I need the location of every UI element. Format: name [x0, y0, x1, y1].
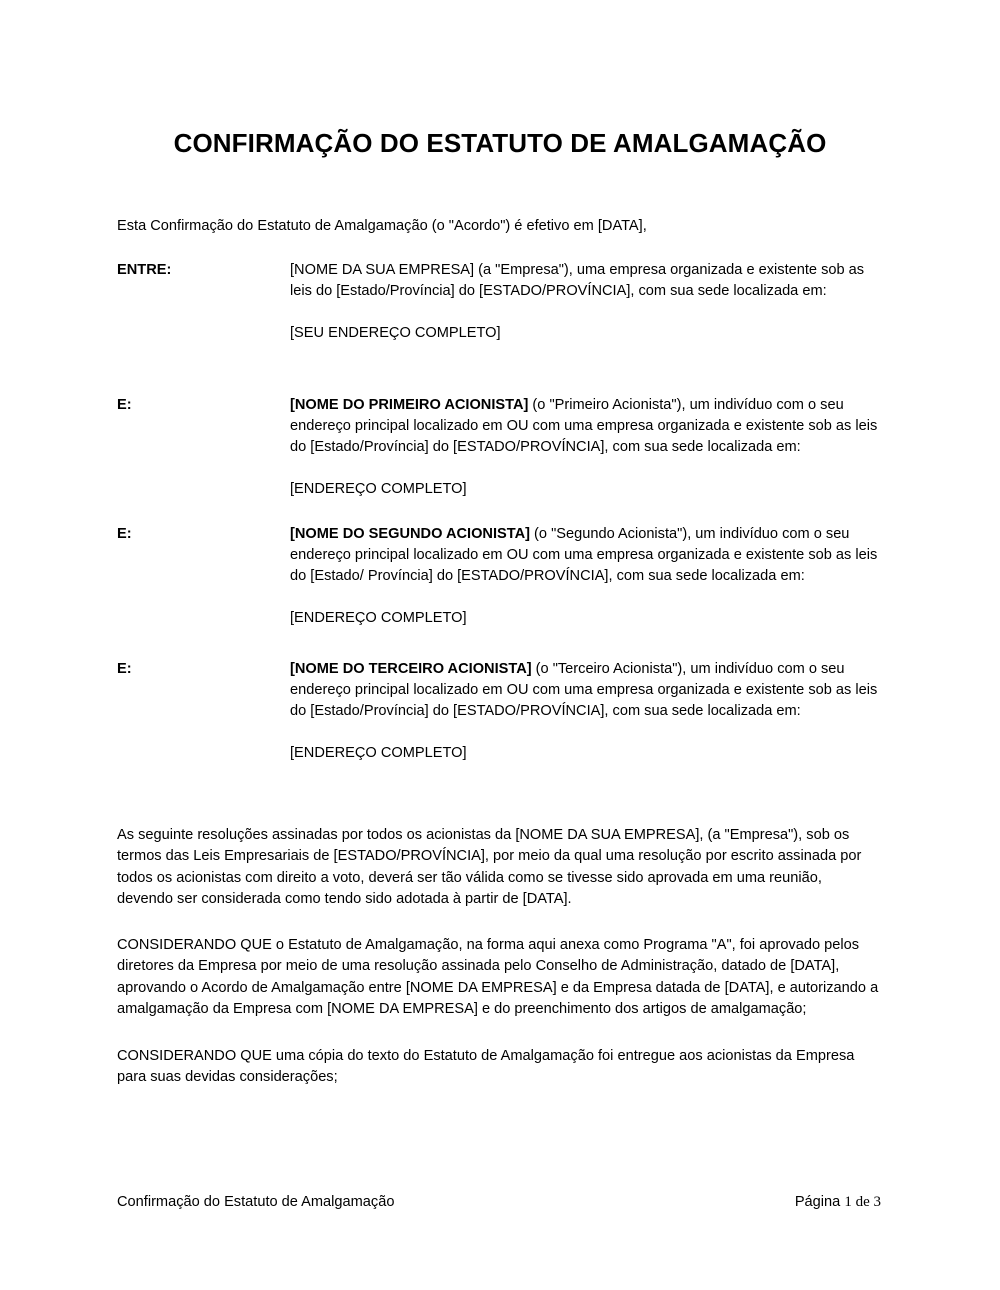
party-label-second-shareholder: E:	[117, 526, 132, 542]
party-description-company: [NOME DA SUA EMPRESA] (a "Empresa"), uma empresa organizada e existente sob as leis do [Estado/Província] do [ESTADO/PROVÍNCIA], com sua sede localizada em:	[290, 262, 865, 299]
paragraph-whereas-copy: CONSIDERANDO QUE uma cópia do texto do Estatuto de Amalgamação foi entregue aos acionistas da Empresa para suas devidas considerações;	[117, 1047, 855, 1086]
paragraph-resolutions: As seguinte resoluções assinadas por todos os acionistas da [NOME DA SUA EMPRESA], (a "Empresa"), sob os termos das Leis Empresariais de [ESTADO/PROVÍNCIA], por meio da qual uma resolução por escrito assinada por todos os acionistas com direito a voto, deverá ser tão válida como se tivesse sido aprovada em uma reunião, devendo ser considerada como tendo sido adotada à partir de [DATA].	[117, 826, 862, 908]
party-name-third-shareholder: [NOME DO TERCEIRO ACIONISTA]	[290, 661, 532, 677]
party-address-second-shareholder: [ENDEREÇO COMPLETO]	[290, 610, 467, 626]
party-label-third-shareholder: E:	[117, 661, 132, 677]
party-text-third-shareholder: (o "Terceiro Acionista"), um indivíduo com o seu endereço principal localizado em OU com uma empresa organizada e existente sob as leis do [Estado/Província] do [ESTADO/PROVÍNCIA], com sua sede localizada em:	[290, 661, 878, 719]
party-description-second-shareholder	[290, 524, 879, 587]
party-block-company	[117, 260, 879, 344]
party-name-first-shareholder: [NOME DO PRIMEIRO ACIONISTA]	[290, 397, 529, 413]
party-block-second-shareholder	[117, 524, 879, 629]
intro-paragraph: Esta Confirmação do Estatuto de Amalgamação (o "Acordo") é efetivo em [DATA],	[117, 217, 647, 234]
party-text-second-shareholder: (o "Segundo Acionista"), um indivíduo com o seu endereço principal localizado em OU com uma empresa organizada e existente sob as leis do [Estado/ Província] do [ESTADO/PROVÍNCIA], com sua sede localizada em:	[290, 526, 878, 584]
party-label-entre: ENTRE:	[117, 262, 172, 278]
page-title: CONFIRMAÇÃO DO ESTATUTO DE AMALGAMAÇÃO	[173, 128, 827, 159]
party-address-first-shareholder: [ENDEREÇO COMPLETO]	[290, 481, 467, 497]
party-text-first-shareholder: (o "Primeiro Acionista"), um indivíduo com o seu endereço principal localizado em OU com uma empresa organizada e existente sob as leis do [Estado/Província] do [ESTADO/PROVÍNCIA], com sua sede localizada em:	[290, 397, 878, 455]
page-footer	[117, 1192, 881, 1212]
footer-page-label: Página	[794, 1194, 845, 1210]
footer-page-number: 1 de 3	[844, 1194, 881, 1210]
footer-page-indicator	[795, 1192, 881, 1212]
footer-document-name: Confirmação do Estatuto de Amalgamação	[117, 1194, 395, 1210]
party-description-third-shareholder	[290, 659, 879, 722]
party-label-first-shareholder: E:	[117, 397, 132, 413]
party-name-second-shareholder: [NOME DO SEGUNDO ACIONISTA]	[290, 526, 530, 542]
party-block-first-shareholder	[117, 395, 879, 500]
paragraph-whereas-articles: CONSIDERANDO QUE o Estatuto de Amalgamação, na forma aqui anexa como Programa "A", foi aprovado pelos diretores da Empresa por meio de uma resolução assinada pelo Conselho de Administração, datado de [DATA], aprovando o Acordo de Amalgamação entre [NOME DA EMPRESA] e da Empresa datada de [DATA], e autorizando a amalgamação da Empresa com [NOME DA EMPRESA] e do preenchimento dos artigos de amalgamação;	[117, 936, 879, 1018]
party-description-first-shareholder	[290, 395, 879, 458]
party-address-company: [SEU ENDEREÇO COMPLETO]	[290, 325, 501, 341]
party-block-third-shareholder	[117, 659, 879, 764]
party-address-third-shareholder: [ENDEREÇO COMPLETO]	[290, 745, 467, 761]
